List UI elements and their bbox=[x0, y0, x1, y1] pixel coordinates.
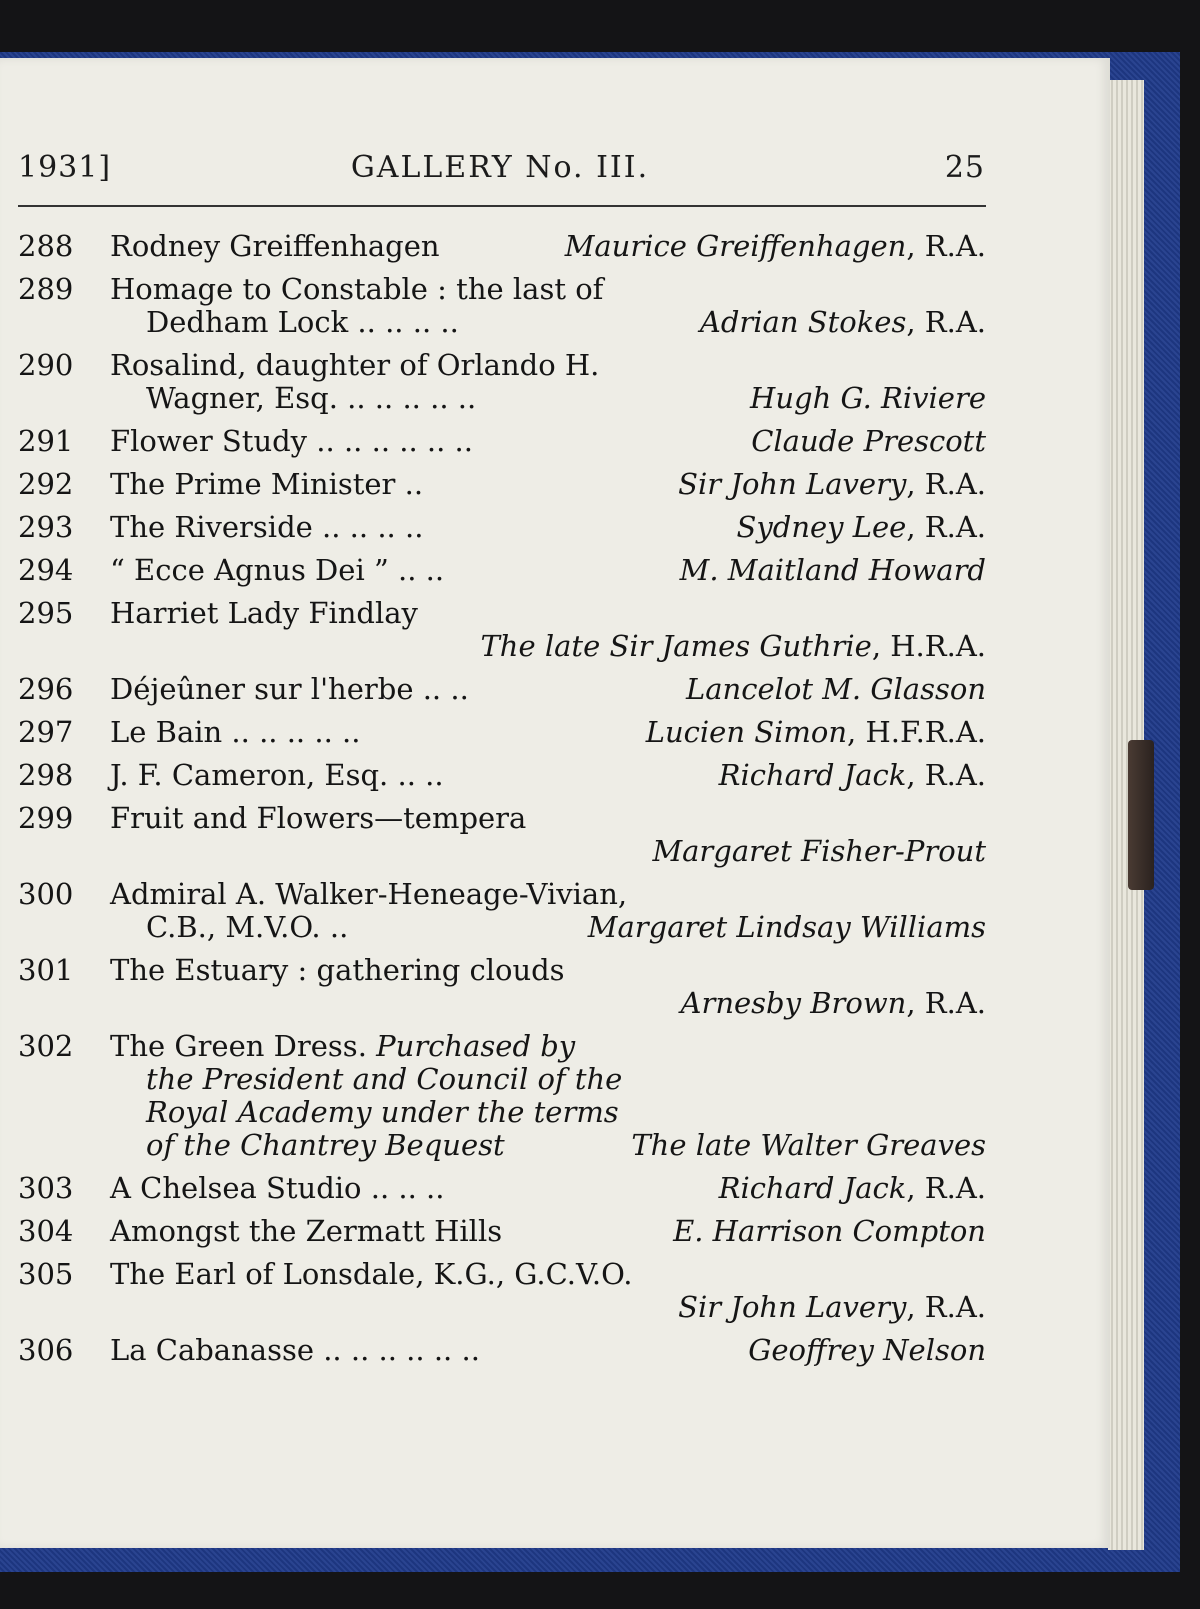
entry-number: 295 bbox=[18, 596, 74, 630]
artist-name: Hugh G. Riviere bbox=[750, 381, 986, 415]
entry-number: 296 bbox=[18, 672, 74, 706]
entry-title-continued: Wagner, Esq. .. .. .. .. .. bbox=[146, 381, 477, 415]
entry-number: 298 bbox=[18, 758, 74, 792]
entry-line bbox=[18, 1096, 986, 1129]
entry-number: 300 bbox=[18, 877, 74, 911]
entry-title: Flower Study .. .. .. .. .. .. bbox=[110, 424, 473, 458]
artist-name: Lucien Simon bbox=[645, 715, 848, 749]
entry-artist bbox=[678, 1291, 986, 1324]
entry-number: 291 bbox=[18, 424, 74, 458]
entry-number: 303 bbox=[18, 1171, 74, 1205]
catalogue-entry bbox=[18, 511, 986, 544]
entry-line bbox=[18, 349, 986, 382]
entry-title: The Green Dress. Purchased by bbox=[110, 1029, 576, 1063]
catalogue-entry bbox=[18, 878, 986, 944]
entry-title: The Riverside .. .. .. .. bbox=[110, 510, 424, 544]
entry-line bbox=[18, 1063, 986, 1096]
artist-name: Sir John Lavery bbox=[678, 467, 907, 501]
entry-line bbox=[18, 511, 986, 544]
artist-name: Geoffrey Nelson bbox=[748, 1333, 986, 1367]
entry-artist bbox=[737, 511, 987, 544]
catalogue-entry bbox=[18, 554, 986, 587]
entry-artist bbox=[719, 759, 986, 792]
entry-title: “ Ecce Agnus Dei ” .. .. bbox=[110, 553, 445, 587]
artist-honours: , R.A. bbox=[906, 229, 986, 263]
artist-honours: , R.A. bbox=[906, 467, 986, 501]
artist-honours: , H.R.A. bbox=[871, 629, 986, 663]
entry-number: 290 bbox=[18, 348, 74, 382]
artist-name: M. Maitland Howard bbox=[679, 553, 986, 587]
catalogue-entries bbox=[18, 230, 986, 1377]
entry-number: 297 bbox=[18, 715, 74, 749]
catalogue-entry bbox=[18, 1215, 986, 1248]
entry-number: 302 bbox=[18, 1029, 74, 1063]
entry-artist bbox=[565, 230, 986, 263]
catalogue-entry bbox=[18, 1172, 986, 1205]
entry-note: Purchased by bbox=[366, 1029, 576, 1063]
catalogue-entry bbox=[18, 1258, 986, 1324]
entry-artist bbox=[748, 1334, 986, 1367]
entry-line bbox=[18, 911, 986, 944]
entry-line bbox=[18, 1215, 986, 1248]
entry-line bbox=[18, 1172, 986, 1205]
entry-note-continued: Royal Academy under the terms bbox=[146, 1095, 619, 1129]
artist-name: Lancelot M. Glasson bbox=[686, 672, 986, 706]
entry-line bbox=[18, 425, 986, 458]
entry-title: The Prime Minister .. bbox=[110, 467, 424, 501]
entry-artist bbox=[719, 1172, 986, 1205]
entry-line bbox=[18, 802, 986, 835]
artist-name: The late Walter Greaves bbox=[631, 1128, 986, 1162]
artist-name: The late Sir James Guthrie bbox=[480, 629, 872, 663]
entry-line bbox=[18, 835, 986, 868]
entry-artist bbox=[480, 630, 986, 663]
catalogue-entry bbox=[18, 425, 986, 458]
entry-number: 305 bbox=[18, 1257, 74, 1291]
entry-number: 304 bbox=[18, 1214, 74, 1248]
header-rule bbox=[18, 205, 986, 207]
artist-honours: , H.F.R.A. bbox=[847, 715, 986, 749]
header-year: 1931] bbox=[18, 150, 112, 185]
entry-note-continued: of the Chantrey Bequest bbox=[146, 1128, 505, 1162]
artist-name: Sydney Lee bbox=[736, 510, 907, 544]
entry-number: 293 bbox=[18, 510, 74, 544]
entry-line bbox=[18, 878, 986, 911]
entry-title: Admiral A. Walker-Heneage-Vivian, bbox=[110, 877, 628, 911]
artist-name: Sir John Lavery bbox=[678, 1290, 907, 1324]
artist-name: Margaret Fisher-Prout bbox=[652, 834, 986, 868]
entry-line bbox=[18, 1291, 986, 1324]
entry-number: 292 bbox=[18, 467, 74, 501]
entry-number: 288 bbox=[18, 229, 74, 263]
entry-line bbox=[18, 382, 986, 415]
entry-artist bbox=[681, 987, 986, 1020]
entry-line bbox=[18, 468, 986, 501]
book-clasp bbox=[1128, 740, 1154, 890]
entry-number: 294 bbox=[18, 553, 74, 587]
catalogue-entry bbox=[18, 468, 986, 501]
artist-honours: , R.A. bbox=[906, 758, 986, 792]
entry-title: Fruit and Flowers—tempera bbox=[110, 801, 527, 835]
entry-note-continued: the President and Council of the bbox=[146, 1062, 623, 1096]
entry-artist bbox=[686, 673, 986, 706]
artist-name: Richard Jack bbox=[718, 758, 907, 792]
catalogue-entry bbox=[18, 954, 986, 1020]
artist-honours: , R.A. bbox=[906, 1171, 986, 1205]
entry-title: J. F. Cameron, Esq. .. .. bbox=[110, 758, 444, 792]
entry-line bbox=[18, 1030, 986, 1063]
entry-artist bbox=[751, 425, 986, 458]
entry-artist bbox=[678, 468, 986, 501]
entry-line bbox=[18, 597, 986, 630]
entry-number: 306 bbox=[18, 1333, 74, 1367]
header-title: GALLERY No. III. bbox=[350, 150, 650, 185]
entry-line bbox=[18, 987, 986, 1020]
entry-line bbox=[18, 759, 986, 792]
header-page-number: 25 bbox=[944, 150, 985, 185]
catalogue-entry bbox=[18, 273, 986, 339]
entry-line bbox=[18, 273, 986, 306]
entry-line bbox=[18, 1258, 986, 1291]
artist-name: E. Harrison Compton bbox=[673, 1214, 986, 1248]
entry-title-continued: C.B., M.V.O. .. bbox=[146, 910, 349, 944]
entry-line bbox=[18, 673, 986, 706]
entry-title: Amongst the Zermatt Hills bbox=[110, 1214, 503, 1248]
entry-title: Rosalind, daughter of Orlando H. bbox=[110, 348, 600, 382]
entry-artist bbox=[588, 911, 986, 944]
entry-title: Harriet Lady Findlay bbox=[110, 596, 418, 630]
entry-title: A Chelsea Studio .. .. .. bbox=[110, 1171, 445, 1205]
entry-artist bbox=[673, 1215, 986, 1248]
entry-title: The Estuary : gathering clouds bbox=[110, 953, 565, 987]
entry-title: Rodney Greiffenhagen bbox=[110, 229, 440, 263]
entry-artist bbox=[631, 1129, 986, 1162]
entry-title: Homage to Constable : the last of bbox=[110, 272, 604, 306]
catalogue-entry bbox=[18, 673, 986, 706]
catalogue-entry bbox=[18, 759, 986, 792]
artist-name: Arnesby Brown bbox=[680, 986, 907, 1020]
catalogue-entry bbox=[18, 349, 986, 415]
artist-honours: , R.A. bbox=[906, 305, 986, 339]
entry-line bbox=[18, 716, 986, 749]
entry-artist bbox=[646, 716, 986, 749]
catalogue-entry bbox=[18, 716, 986, 749]
artist-honours: , R.A. bbox=[906, 510, 986, 544]
entry-number: 299 bbox=[18, 801, 74, 835]
catalogue-entry bbox=[18, 230, 986, 263]
entry-title: La Cabanasse .. .. .. .. .. .. bbox=[110, 1333, 480, 1367]
artist-name: Margaret Lindsay Williams bbox=[587, 910, 986, 944]
artist-honours: , R.A. bbox=[906, 986, 986, 1020]
artist-name: Richard Jack bbox=[718, 1171, 907, 1205]
entry-line bbox=[18, 630, 986, 663]
artist-name: Maurice Greiffenhagen bbox=[564, 229, 907, 263]
entry-artist bbox=[750, 382, 986, 415]
entry-line bbox=[18, 1334, 986, 1367]
entry-line bbox=[18, 954, 986, 987]
entry-artist bbox=[680, 554, 986, 587]
entry-title: The Earl of Lonsdale, K.G., G.C.V.O. bbox=[110, 1257, 633, 1291]
catalogue-entry bbox=[18, 1334, 986, 1367]
entry-title-continued: Dedham Lock .. .. .. .. bbox=[146, 305, 459, 339]
entry-title: Le Bain .. .. .. .. .. bbox=[110, 715, 361, 749]
entry-line bbox=[18, 306, 986, 339]
entry-number: 289 bbox=[18, 272, 74, 306]
entry-line bbox=[18, 1129, 986, 1162]
catalogue-entry bbox=[18, 802, 986, 868]
entry-number: 301 bbox=[18, 953, 74, 987]
entry-artist bbox=[700, 306, 986, 339]
entry-line bbox=[18, 230, 986, 263]
artist-name: Adrian Stokes bbox=[699, 305, 907, 339]
catalogue-entry bbox=[18, 597, 986, 663]
entry-line bbox=[18, 554, 986, 587]
catalogue-entry bbox=[18, 1030, 986, 1162]
entry-artist bbox=[652, 835, 986, 868]
artist-name: Claude Prescott bbox=[751, 424, 986, 458]
artist-honours: , R.A. bbox=[906, 1290, 986, 1324]
entry-title: Déjeûner sur l'herbe .. .. bbox=[110, 672, 469, 706]
